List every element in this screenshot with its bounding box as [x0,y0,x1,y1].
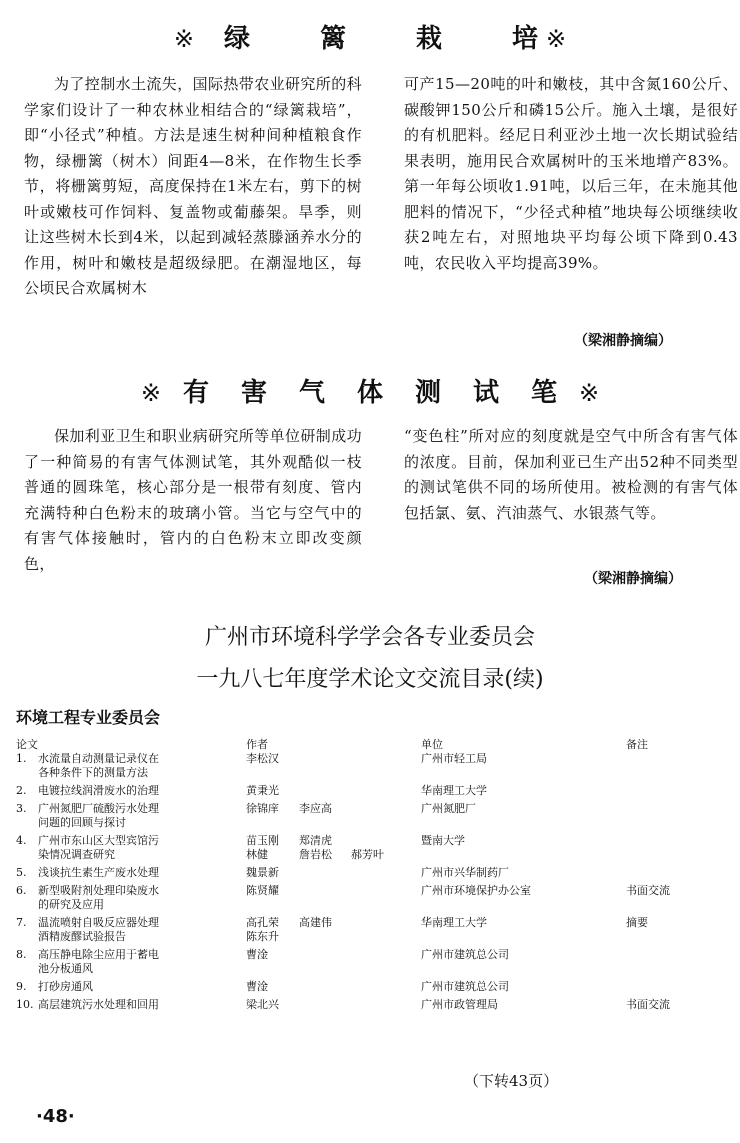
row-number: 7. [16,916,27,929]
paper-title-line: 染情况调查研究 [38,848,115,861]
header-author: 作者 [246,738,268,751]
unit-name: 广州市兴华制药厂 [421,866,509,879]
article2-right-text: “变色柱”所对应的刻度就是空气中所含有害气体的浓度。目前，保加利亚已生产出52种不同类型的测试笔供不同的场所使用。被检测的有害气体包括氯、氨、汽油蒸气、水银蒸气等。 [404,427,738,522]
unit-name: 华南理工大学 [421,916,487,929]
table-row [16,802,728,834]
author-name: 李应高 [299,802,332,815]
table-header [16,738,728,752]
unit-name: 广州市环境保护办公室 [421,884,531,897]
unit-name: 广州市政管理局 [421,998,498,1011]
author-name: 林健 [246,848,268,861]
row-number: 5. [16,866,27,879]
title-char: 测 [415,378,442,408]
author-name: 陈贤耀 [246,884,279,897]
title-char: 培 [512,24,539,54]
committee-heading: 环境工程专业委员会 [16,708,161,727]
header-note: 备注 [626,738,648,751]
paper-title-line: 高层建筑污水处理和回用 [38,998,159,1011]
author-name: 徐锦庠 [246,802,279,815]
table-row [16,784,728,802]
author-name: 曹淦 [246,948,268,961]
author-name: 高孔荣 [246,916,279,929]
author-name: 黄秉光 [246,784,279,797]
row-number: 6. [16,884,27,897]
paper-title-line: 打砂房通风 [38,980,93,993]
table-row [16,948,728,980]
author-name: 苗玉刚 [246,834,279,847]
title-char: 体 [356,378,383,408]
title-char: 有 [182,378,209,408]
article1-right-column [404,72,738,276]
paper-title-line: 问题的回顾与探讨 [38,816,126,829]
table-row [16,980,728,998]
author-name: 曹淦 [246,980,268,993]
author-name: 郑清虎 [299,834,332,847]
article2-right-column [404,424,738,526]
paper-title-line: 的研究及应用 [38,898,104,911]
unit-name: 暨南大学 [421,834,465,847]
unit-name: 华南理工大学 [421,784,487,797]
note-text: 书面交流 [626,998,670,1011]
paper-title-line: 温流喷射自吸反应器处理 [38,916,159,929]
article2-title [0,372,740,409]
paper-title-line: 水流量自动测量记录仪在 [38,752,159,765]
title-char: 绿 [223,24,250,54]
paper-title-line: 池分板通风 [38,962,93,975]
title-mark-left: ※ [173,25,194,53]
table-row [16,866,728,884]
paper-title-line: 各种条件下的测量方法 [38,766,148,779]
article2-left-column [24,424,362,577]
title-char: 篱 [319,24,346,54]
note-text: 摘要 [626,916,648,929]
article2-credit: （梁湘静摘编） [584,571,682,587]
header-unit: 单位 [421,738,443,751]
title-mark-right: ※ [546,25,567,53]
table-row [16,752,728,784]
author-name: 郝芳叶 [351,848,384,861]
article1-right-text: 可产15—20吨的叶和嫩枝，其中含氮160公斤、碳酸钾150公斤和磷15公斤。施入土壤，是很好的有机肥料。经尼日利亚沙土地一次长期试验结果表明，施用民合欢属树叶的玉米地增产83%。第一年每公顷收1.91吨，以后三年，在未施其他肥料的情况下，“少径式种植”地块每公顷继续收获2吨左右，对照地块平均每公顷下降到0.43吨，农民收入平均提高39%。 [404,75,738,272]
unit-name: 广州市建筑总公司 [421,980,509,993]
unit-name: 广州市轻工局 [421,752,487,765]
title-char: 栽 [416,24,443,54]
catalog-title-line2: 一九八七年度学术论文交流目录(续) [196,667,544,692]
row-number: 10. [16,998,34,1011]
note-text: 书面交流 [626,884,670,897]
page-number: ·48· [36,1106,75,1127]
table-row [16,916,728,948]
paper-title-line: 广州市东山区大型宾馆污 [38,834,159,847]
row-number: 1. [16,752,27,765]
catalog-title-line1: 广州市环境科学学会各专业委员会 [204,625,535,650]
table-row [16,884,728,916]
unit-name: 广州市建筑总公司 [421,948,509,961]
paper-title-line: 广州氮肥厂硫酸污水处理 [38,802,159,815]
row-number: 9. [16,980,27,993]
author-name: 詹岩松 [299,848,332,861]
row-number: 3. [16,802,27,815]
row-number: 2. [16,784,27,797]
paper-title-line: 酒精废醪试验报告 [38,930,126,943]
article1-left-column [24,72,362,302]
title-char: 害 [240,378,267,408]
title-char: 试 [473,378,500,408]
paper-title-line: 新型吸附剂处理印染废水 [38,884,159,897]
author-name: 陈东升 [246,930,279,943]
title-mark-left: ※ [140,379,161,407]
unit-name: 广州氮肥厂 [421,802,476,815]
continued-note: （下转43页） [464,1072,559,1090]
header-paper: 论文 [16,738,38,751]
paper-title-line: 电镀拉线润滑废水的治理 [38,784,159,797]
row-number: 8. [16,948,27,961]
author-name: 梁北兴 [246,998,279,1011]
table-row [16,834,728,866]
title-char: 笔 [531,378,558,408]
catalog-table [16,738,728,1016]
row-number: 4. [16,834,27,847]
article1-credit: （梁湘静摘编） [574,333,672,349]
article1-title [0,18,740,55]
paper-title-line: 浅谈抗生素生产废水处理 [38,866,159,879]
article1-left-text: 为了控制水土流失，国际热带农业研究所的科学家们设计了一种农林业相结合的“绿篱栽培”，即“小径式”种植。方法是速生树种间种植粮食作物，绿栅篱（树木）间距4—8米，在作物生长季节，将栅篱剪短，高度保持在1米左右，剪下的树叶或嫩枝可作饲料、复盖物或葡藤架。旱季，则让这些树木长到4米，以起到减轻蒸滕涵养水分的作用，树叶和嫩枝是超级绿肥。在潮湿地区，每公顷民合欢属树木 [24,75,363,297]
author-name: 高建伟 [299,916,332,929]
title-char: 气 [298,378,325,408]
article2-left-text: 保加利亚卫生和职业病研究所等单位研制成功了一种简易的有害气体测试笔，其外观酷似一枝普通的圆珠笔，核心部分是一根带有刻度、管内充满特种白色粉末的玻璃小管。当它与空气中的有害气体接触时，管内的白色粉末立即改变颜色， [24,427,363,573]
title-mark-right: ※ [579,379,600,407]
author-name: 李松汉 [246,752,279,765]
table-row [16,998,728,1016]
paper-title-line: 高压静电除尘应用于蓄电 [38,948,159,961]
author-name: 魏景新 [246,866,279,879]
